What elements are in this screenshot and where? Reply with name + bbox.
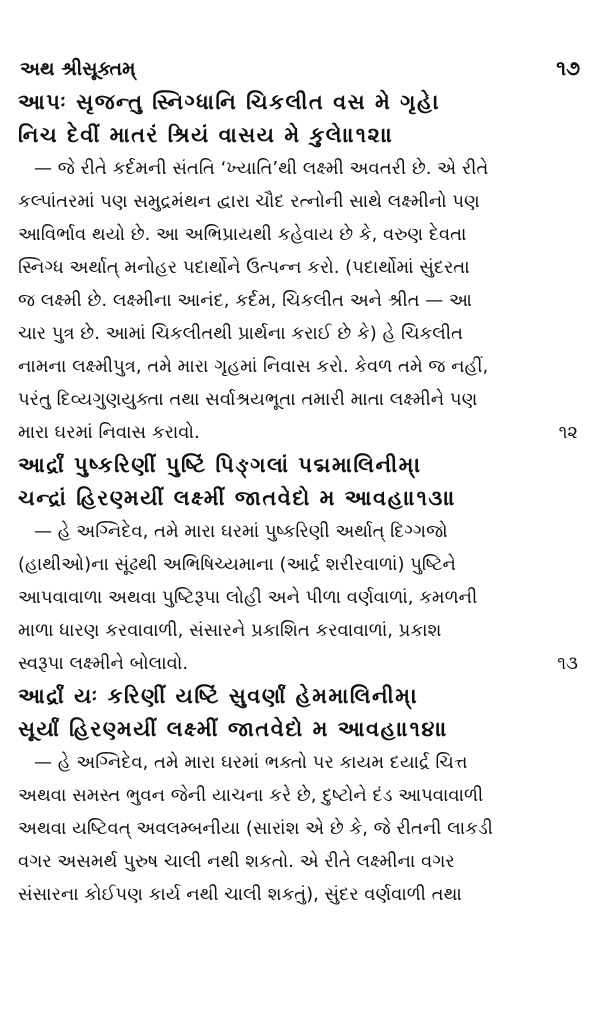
verse-line: ચન્દ્રાં હિરણ્મયીં લક્ષ્મીં જાતવેદો મ આવહ॥૧૩॥	[18, 486, 457, 510]
explanation-end	[18, 647, 584, 680]
explanation-line: અથવા સમસ્ત ભુવન જેની યાચના કરે છે, દુષ્ટોને દંડ આપવાવાળી	[18, 785, 484, 806]
verse-line: આર્દ્રાં પુષ્કરિણીં પુષ્ટિં પિઙ્ગલાં પદ્મમાલિનીમ્।	[18, 453, 423, 477]
explanation-line: વગર અસમર્થ પુરુષ ચાલી નથી શકતો. એ રીતે લક્ષ્મીના વગર	[18, 851, 455, 872]
explanation-paragraph	[18, 152, 584, 416]
explanation-line: — હે અગ્નિદેવ, તમે મારા ઘરમાં પુષ્કરિણી અર્થાત્ દિગ્ગજો	[34, 521, 448, 542]
verse-line: આર્દ્રાં યઃ કરિણીં યષ્ટિં સુવર્ણાં હેમમાલિનીમ્।	[18, 684, 419, 708]
verse-number: ૧૩	[557, 653, 578, 674]
explanation-end	[18, 416, 584, 449]
explanation-line: જ લક્ષ્મી છે. લક્ષ્મીના આનંદ, કર્દમ, ચિકલીત અને શ્રીત — આ	[18, 290, 472, 311]
verse-block-12	[18, 86, 584, 449]
explanation-line: — જે રીતે કર્દમની સંતતિ ‘ખ્યાતિ’થી લક્ષ્મી અવતરી છે. એ રીતે	[34, 158, 489, 179]
explanation-line: સંસારના કોઈપણ કાર્ય નથી ચાલી શકતું), સુંદર વર્ણવાળી તથા	[18, 884, 462, 905]
section-title: અથ શ્રીસૂક્તમ્	[20, 58, 136, 80]
verse-line: નિચ દેવીં માતરં શ્રિયં વાસય મે કુલે॥૧૨॥	[18, 123, 394, 147]
page-header	[18, 0, 584, 86]
explanation-line: આપવાવાળા અથવા પુષ્ટિરૂપા લોહી અને પીળા વર્ણવાળાં, કમળની	[18, 587, 478, 608]
verse-line: સૂર્યાં હિરણ્મયીં લક્ષ્મીં જાતવેદો મ આવહ॥૧૪॥	[18, 717, 449, 741]
explanation-line: સ્વરૂપા લક્ષ્મીને બોલાવો.	[18, 653, 189, 674]
explanation-line: (હાથીઓ)ના સૂંઢથી અભિષિચ્યમાના (આર્દ્ર શરીરવાળાં) પુષ્ટિને	[18, 554, 456, 575]
explanation-line: સ્નિગ્ધ અર્થાત્ મનોહર પદાર્થોને ઉત્પન્ન કરો. (પદાર્થોમાં સુંદરતા	[18, 257, 470, 278]
verse-line: આપઃ સૃજન્તુ સ્નિગ્ધાનિ ચિકલીત વસ મે ગૃહે।	[18, 90, 441, 114]
explanation-line: ચાર પુત્ર છે. આમાં ચિકલીતથી પ્રાર્થના કરાઈ છે કે) હે ચિકલીત	[18, 323, 463, 344]
page-number: ૧૭	[556, 56, 580, 80]
explanation-line: મારા ઘરમાં નિવાસ કરાવો.	[18, 422, 200, 443]
explanation-line: આવિર્ભાવ થયો છે. આ અભિપ્રાયથી કહેવાય છે કે, વરુણ દેવતા	[18, 224, 467, 245]
explanation-line: અથવા યષ્ટિવત્ અવલમ્બનીયા (સારાંશ એ છે કે, જે રીતની લાકડી	[18, 818, 493, 839]
verse-block-13	[18, 449, 584, 680]
verse-number: ૧૨	[558, 422, 578, 443]
explanation-line: નામના લક્ષ્મીપુત્ર, તમે મારા ગૃહમાં નિવાસ કરો. કેવળ તમે જ નહીં,	[18, 356, 489, 377]
explanation-paragraph	[18, 515, 584, 647]
explanation-line: માળા ધારણ કરવાવાળી, સંસારને પ્રકાશિત કરવાવાળાં, પ્રકાશ	[18, 620, 442, 641]
explanation-line: પરંતુ દિવ્યગુણયુક્તા તથા સર્વાશ્રયભૂતા તમારી માતા લક્ષ્મીને પણ	[18, 389, 478, 410]
explanation-line: કલ્પાંતરમાં પણ સમુદ્રમંથન દ્વારા ચૌદ રત્નોની સાથે લક્ષ્મીનો પણ	[18, 191, 480, 212]
explanation-line: — હે અગ્નિદેવ, તમે મારા ઘરમાં ભક્તો પર કાયમ દયાર્દ્ર ચિત્ત	[34, 752, 468, 773]
verse-block-14	[18, 680, 584, 911]
explanation-paragraph	[18, 746, 584, 911]
